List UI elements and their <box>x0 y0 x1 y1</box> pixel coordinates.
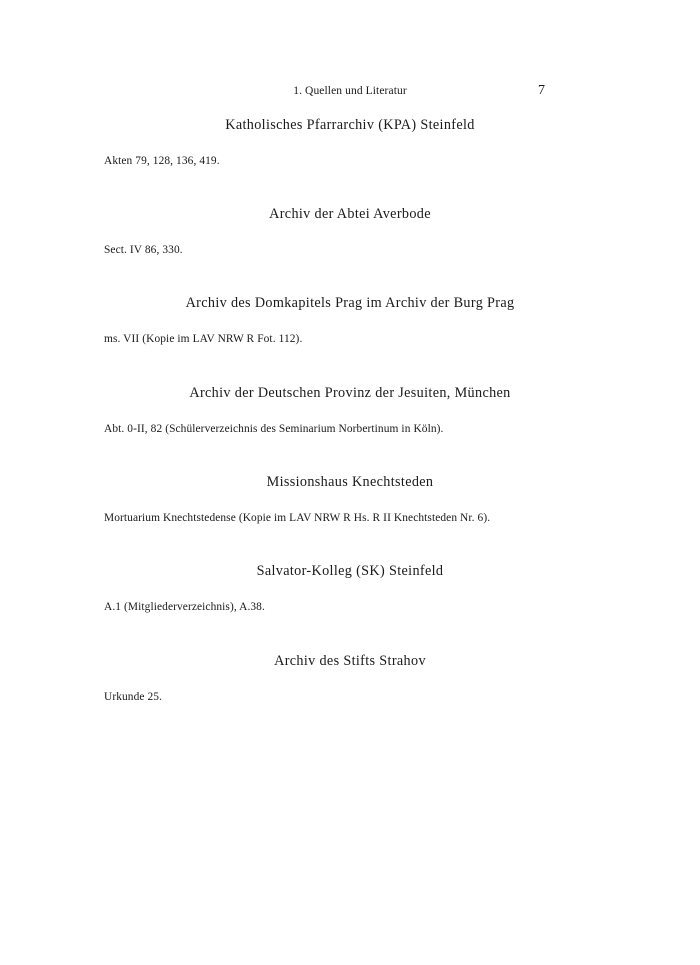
archive-section <box>104 385 596 435</box>
archive-section <box>104 206 596 256</box>
archive-section <box>104 653 596 703</box>
running-head: 1. Quellen und Literatur <box>293 85 407 97</box>
archive-section <box>104 117 596 167</box>
page-number: 7 <box>538 83 545 98</box>
section-heading: Archiv der Abtei Averbode <box>269 206 431 222</box>
archive-section <box>104 295 596 345</box>
section-body: Akten 79, 128, 136, 419. <box>104 155 220 167</box>
section-body: Abt. 0-II, 82 (Schülerverzeichnis des Seminarium Norbertinum in Köln). <box>104 423 444 435</box>
section-heading: Archiv des Domkapitels Prag im Archiv der Burg Prag <box>185 295 515 311</box>
archive-section <box>104 474 596 524</box>
section-body: A.1 (Mitgliederverzeichnis), A.38. <box>104 601 265 613</box>
archive-section <box>104 563 596 613</box>
section-heading: Archiv der Deutschen Provinz der Jesuiten, München <box>189 385 511 401</box>
section-body: Sect. IV 86, 330. <box>104 244 183 256</box>
section-heading: Missionshaus Knechtsteden <box>266 474 434 490</box>
section-heading: Katholisches Pfarrarchiv (KPA) Steinfeld <box>225 117 475 133</box>
section-heading: Salvator-Kolleg (SK) Steinfeld <box>256 563 444 579</box>
section-body: Mortuarium Knechtstedense (Kopie im LAV NRW R Hs. R II Knechtsteden Nr. 6). <box>104 512 491 524</box>
section-body: ms. VII (Kopie im LAV NRW R Fot. 112). <box>104 333 303 345</box>
section-heading: Archiv des Stifts Strahov <box>274 653 426 669</box>
section-body: Urkunde 25. <box>104 691 163 703</box>
